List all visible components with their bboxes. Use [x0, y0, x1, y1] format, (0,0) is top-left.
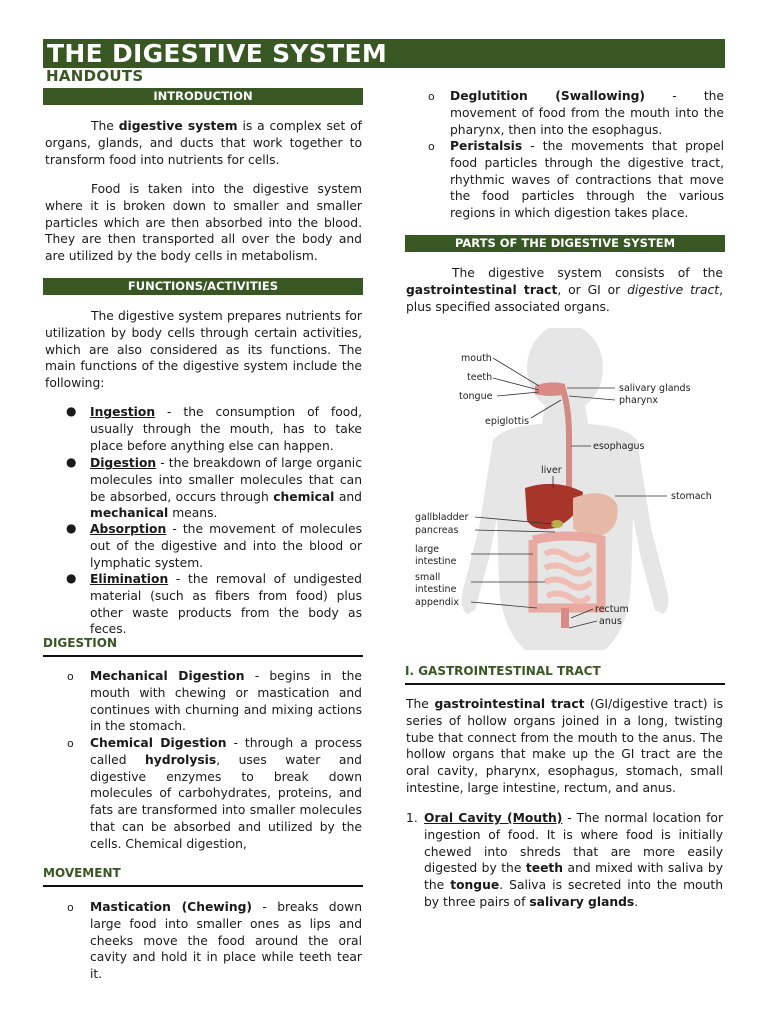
circle-bullet-icon: o	[67, 901, 74, 914]
gi-tract-paragraph: The gastrointestinal tract (GI/digestive tract) is series of hollow organs joined in a long, twisting tube that connect from the mouth to the anus. The hollow organs that make up the GI tract are the oral cavity, pharynx, esophagus, stomach, small intestine, large intestine, rectum, and anus.	[406, 697, 723, 795]
mechanical-digestion: Mechanical Digestion - begins in the mouth with chewing or mastication and continues with churning and mixing actions in the stomach.	[90, 669, 362, 734]
circle-bullet-icon: o	[428, 90, 435, 103]
label-stomach: stomach	[671, 491, 712, 502]
label-small: small	[415, 572, 441, 583]
circle-bullet-icon: o	[67, 670, 74, 683]
label-pharynx: pharynx	[619, 395, 659, 406]
function-absorption: Absorption - the movement of molecules out of the digestive and into the blood or lymphatic system.	[90, 522, 362, 570]
mastication: Mastication (Chewing) - breaks down large food into smaller ones as lips and cheeks move the food around the oral cavity and hold it in place while teeth tear it.	[90, 900, 362, 982]
label-rectum: rectum	[595, 604, 629, 615]
bullet-icon: ●	[66, 455, 77, 469]
label-mouth: mouth	[461, 353, 492, 364]
circle-bullet-icon: o	[67, 737, 74, 750]
intro-paragraph-2: Food is taken into the digestive system where it is broken down to smaller and smaller particles which are then absorbed into the blood. They are then transported all over the body and are utilized by the body cells in metabolism.	[45, 182, 362, 264]
label-liver: liver	[541, 465, 562, 476]
label-large-intestine: intestine	[415, 556, 457, 567]
digestion-heading: DIGESTION	[43, 636, 363, 657]
label-appendix: appendix	[415, 597, 460, 608]
functions-paragraph: The digestive system prepares nutrients for utilization by body cells through certain activities, which are also considered as its functions. The main functions of the digestive system include the following:	[45, 309, 362, 391]
label-tongue: tongue	[459, 391, 493, 402]
bullet-icon: ●	[66, 404, 77, 418]
document-subtitle: HANDOUTS	[46, 67, 144, 85]
chemical-digestion: Chemical Digestion - through a process called hydrolysis, uses water and digestive enzymes to break down molecules of carbohydrates, proteins, and fats are transformed into smaller molecules that can be absorbed and utilized by the cells. Chemical digestion,	[90, 736, 362, 851]
list-number: 1.	[406, 811, 418, 825]
movement-heading: MOVEMENT	[43, 866, 363, 887]
bullet-icon: ●	[66, 571, 77, 585]
gi-tract-heading: I. GASTROINTESTINAL TRACT	[405, 664, 725, 685]
parts-heading: PARTS OF THE DIGESTIVE SYSTEM	[405, 235, 725, 252]
oral-cavity-item: Oral Cavity (Mouth) - The normal location for ingestion of food. It is where food is initially chewed into shreds that are more easily digested by the teeth and mixed with saliva by the tongue. Saliva is secreted into the mouth by three pairs of salivary glands.	[424, 811, 723, 909]
document-title: THE DIGESTIVE SYSTEM	[43, 39, 725, 68]
circle-bullet-icon: o	[428, 140, 435, 153]
parts-paragraph: The digestive system consists of the gastrointestinal tract, or GI or digestive tract, plus specified associated organs.	[406, 266, 723, 314]
label-epiglottis: epiglottis	[485, 416, 530, 427]
intro-paragraph-1: The digestive system is a complex set of organs, glands, and ducts that work together to transform food into nutrients for cells.	[45, 119, 362, 167]
function-ingestion: Ingestion - the consumption of food, usually through the mouth, has to take place before anything else can happen.	[90, 405, 362, 453]
label-salivary-glands: salivary glands	[619, 383, 691, 394]
label-teeth: teeth	[467, 372, 493, 383]
label-gallbladder: gallbladder	[415, 512, 469, 523]
functions-heading: FUNCTIONS/ACTIVITIES	[43, 278, 363, 295]
peristalsis: Peristalsis - the movements that propel food particles through the digestive tract, rhythmic waves of contractions that move the food particles through the various regions in which digestion takes place.	[450, 139, 724, 221]
label-large: large	[415, 544, 440, 555]
function-digestion: Digestion - the breakdown of large organic molecules into smaller molecules that can be absorbed, occurs through chemical and mechanical means.	[90, 456, 362, 521]
label-anus: anus	[599, 616, 622, 627]
intro-heading: INTRODUCTION	[43, 88, 363, 105]
digestive-system-figure	[405, 328, 725, 650]
bullet-icon: ●	[66, 521, 77, 535]
label-esophagus: esophagus	[593, 441, 645, 452]
label-pancreas: pancreas	[415, 525, 459, 536]
label-small-intestine: intestine	[415, 584, 457, 595]
deglutition: Deglutition (Swallowing) - the movement of food from the mouth into the pharynx, then into the esophagus.	[450, 89, 724, 137]
function-elimination: Elimination - the removal of undigested material (such as fibers from food) plus other waste products from the body as feces.	[90, 572, 362, 637]
